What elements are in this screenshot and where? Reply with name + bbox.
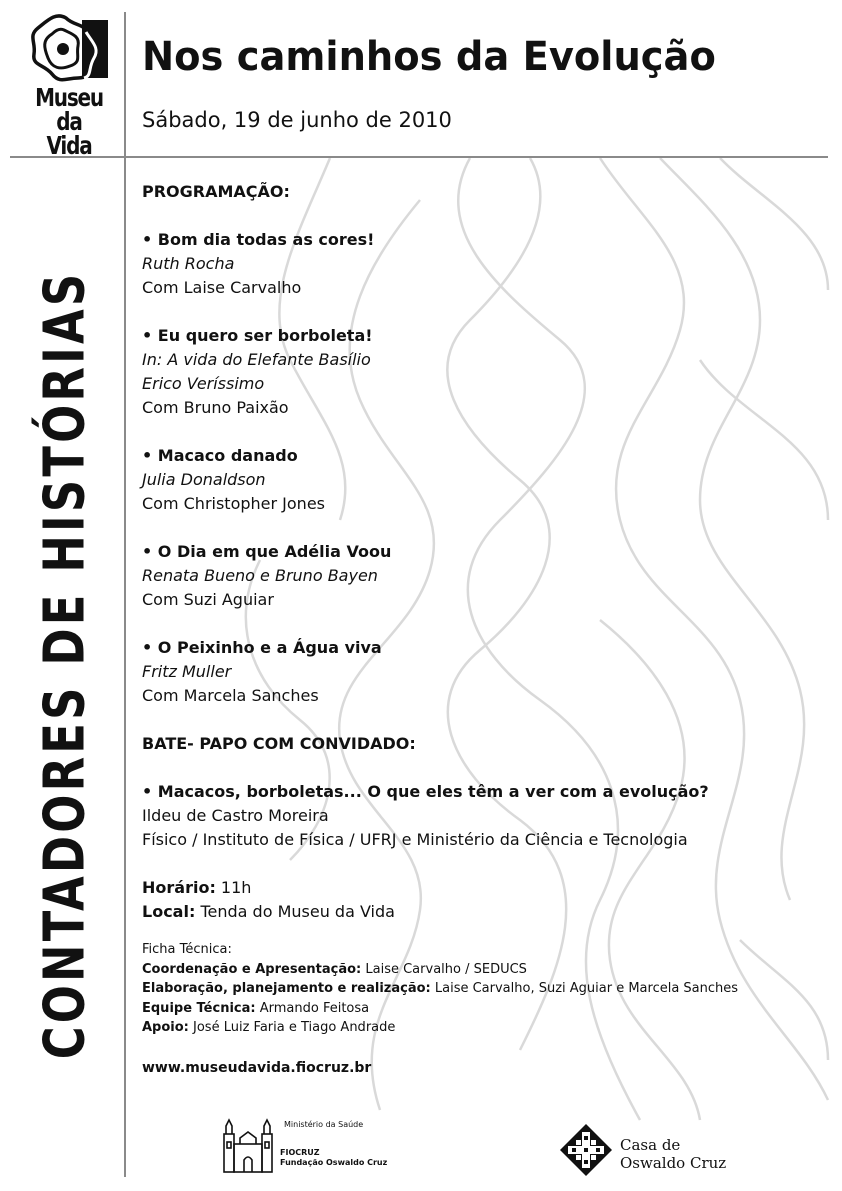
- ficha-label: Elaboração, planejamento e realização:: [142, 981, 431, 996]
- program-item: [142, 444, 802, 516]
- item-title: • Eu quero ser borboleta!: [142, 326, 373, 345]
- side-title: CONTADORES DE HISTÓRIAS: [32, 270, 98, 1060]
- ficha-value: Armando Feitosa: [255, 1000, 370, 1016]
- casa-line-1: Casa de: [620, 1136, 681, 1154]
- guest-affiliation: Físico / Instituto de Física / UFRJ e Ministério da Ciência e Tecnologia: [142, 830, 688, 849]
- ficha-label: Coordenação e Apresentação:: [142, 961, 362, 977]
- museu-da-vida-logo: [26, 12, 112, 160]
- ficha-tecnica: [142, 940, 802, 1038]
- program-item: [142, 228, 802, 300]
- item-title: • Bom dia todas as cores!: [142, 230, 375, 249]
- item-author: Julia Donaldson: [142, 470, 266, 489]
- logo-line-2: da Vida: [46, 107, 92, 160]
- item-title: • O Peixinho e a Água viva: [142, 638, 382, 657]
- ficha-row: [142, 999, 802, 1019]
- checkered-cross-icon: [558, 1122, 614, 1178]
- ficha-heading: Ficha Técnica:: [142, 942, 232, 957]
- item-author: In: A vida do Elefante Basílio: [142, 350, 371, 369]
- side-title-container: [16, 170, 114, 1160]
- item-author: Fritz Muller: [142, 662, 232, 681]
- horario-line: [142, 876, 802, 900]
- item-performer: Com Bruno Paixão: [142, 398, 289, 417]
- item-title: • O Dia em que Adélia Voou: [142, 542, 392, 561]
- ficha-label: Apoio:: [142, 1020, 189, 1035]
- horario-label: Horário:: [142, 878, 216, 897]
- ficha-value: José Luiz Faria e Tiago Andrade: [188, 1020, 396, 1035]
- item-title: • Macaco danado: [142, 446, 298, 465]
- item-performer: Com Laise Carvalho: [142, 278, 302, 297]
- ficha-value: Laise Carvalho / SEDUCS: [361, 961, 527, 977]
- program-content: [142, 180, 802, 1080]
- event-date: Sábado, 19 de junho de 2010: [142, 108, 452, 132]
- fiocruz-ministry: Ministério da Saúde: [284, 1120, 364, 1129]
- horario-value: 11h: [215, 878, 252, 897]
- page-title: Nos caminhos da Evolução: [142, 34, 716, 80]
- ficha-row: [142, 1018, 802, 1038]
- item-performer: Com Marcela Sanches: [142, 686, 319, 705]
- local-label: Local:: [142, 902, 196, 921]
- item-author: Renata Bueno e Bruno Bayen: [142, 566, 378, 585]
- item-performer: Com Christopher Jones: [142, 494, 325, 513]
- program-item: [142, 636, 802, 708]
- fiocruz-logo: [222, 1116, 422, 1176]
- flower-logo-icon: [26, 12, 112, 84]
- local-value: Tenda do Museu da Vida: [195, 902, 395, 921]
- local-line: [142, 900, 802, 924]
- bate-papo-title: • Macacos, borboletas... O que eles têm a ver com a evolução?: [142, 782, 709, 801]
- ficha-label: Equipe Técnica:: [142, 1000, 256, 1016]
- ficha-value: Laise Carvalho, Suzi Aguiar e Marcela Sanches: [430, 981, 739, 996]
- casa-oswaldo-cruz-logo: [558, 1122, 758, 1178]
- vertical-divider: [124, 12, 126, 1177]
- guest-name: Ildeu de Castro Moreira: [142, 806, 329, 825]
- fiocruz-foundation: Fundação Oswaldo Cruz: [280, 1158, 388, 1167]
- ficha-row: [142, 960, 802, 980]
- fiocruz-name: FIOCRUZ: [280, 1148, 320, 1157]
- website-link[interactable]: www.museudavida.fiocruz.br: [142, 1059, 372, 1076]
- casa-text: [620, 1136, 726, 1172]
- ficha-row: [142, 979, 802, 999]
- program-item: [142, 540, 802, 612]
- header-divider: [10, 156, 828, 158]
- casa-line-2: Oswaldo Cruz: [620, 1154, 727, 1172]
- bate-papo-heading: BATE- PAPO COM CONVIDADO:: [142, 734, 416, 753]
- program-item: [142, 324, 802, 420]
- logo-line-1: Museu: [35, 83, 103, 112]
- item-author: Ruth Rocha: [142, 254, 235, 273]
- castle-icon: [222, 1116, 274, 1174]
- programacao-heading: PROGRAMAÇÃO:: [142, 182, 290, 201]
- item-author: Erico Veríssimo: [142, 374, 265, 393]
- item-performer: Com Suzi Aguiar: [142, 590, 274, 609]
